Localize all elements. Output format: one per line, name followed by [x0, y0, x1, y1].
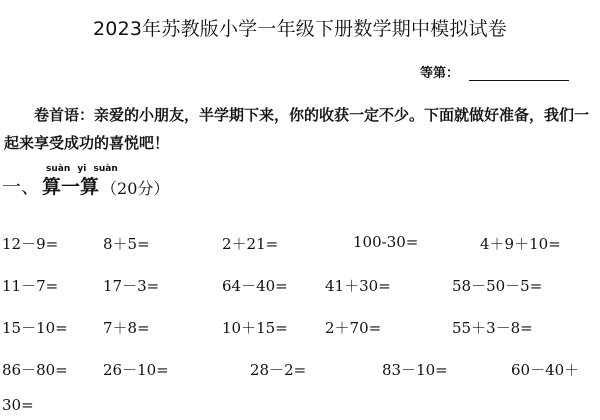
problem-item: 26－10=	[103, 361, 169, 379]
section-score: （20分）	[101, 179, 170, 198]
intro-paragraph: 卷首语：亲爱的小朋友，半学期下来，你的收获一定不少。下面就做好准备，我们一起来享受成功的喜悦吧！	[4, 106, 590, 152]
problem-item: 83－10=	[382, 361, 448, 379]
problem-item: 10＋15=	[222, 319, 288, 337]
problem-item: 7＋8=	[103, 319, 150, 337]
grade-field	[420, 62, 569, 81]
problem-item: 58－50－5=	[452, 277, 543, 295]
problem-item: 30=	[2, 396, 34, 414]
problem-item: 17－3=	[103, 277, 160, 295]
problem-item: 15－10=	[2, 319, 68, 337]
grade-label: 等第：	[420, 66, 460, 81]
problem-item: 12－9=	[2, 235, 59, 253]
section-number: 一、	[2, 176, 41, 198]
problem-item: 86－80=	[2, 361, 68, 379]
problem-item: 2＋70=	[325, 319, 382, 337]
page-title: 2023年苏教版小学一年级下册数学期中模拟试卷	[93, 18, 507, 40]
problem-item: 28－2=	[250, 361, 307, 379]
section-name: 算一算	[42, 176, 100, 198]
section-name-wrap	[42, 164, 118, 199]
problem-item: 4＋9＋10=	[480, 235, 561, 253]
section-1-heading	[2, 164, 170, 199]
problem-item: 8＋5=	[103, 235, 150, 253]
problem-item: 2＋21=	[222, 235, 279, 253]
problem-item: 64－40=	[222, 277, 288, 295]
section-pinyin: suàn yi suàn	[46, 164, 118, 174]
problem-item: 41＋30=	[325, 277, 391, 295]
problem-item: 55＋3－8=	[452, 319, 533, 337]
problem-item: 60－40＋	[511, 361, 580, 379]
problem-item: 11－7=	[2, 277, 59, 295]
problem-item: 100-30=	[353, 233, 419, 251]
grade-blank[interactable]	[469, 66, 569, 81]
